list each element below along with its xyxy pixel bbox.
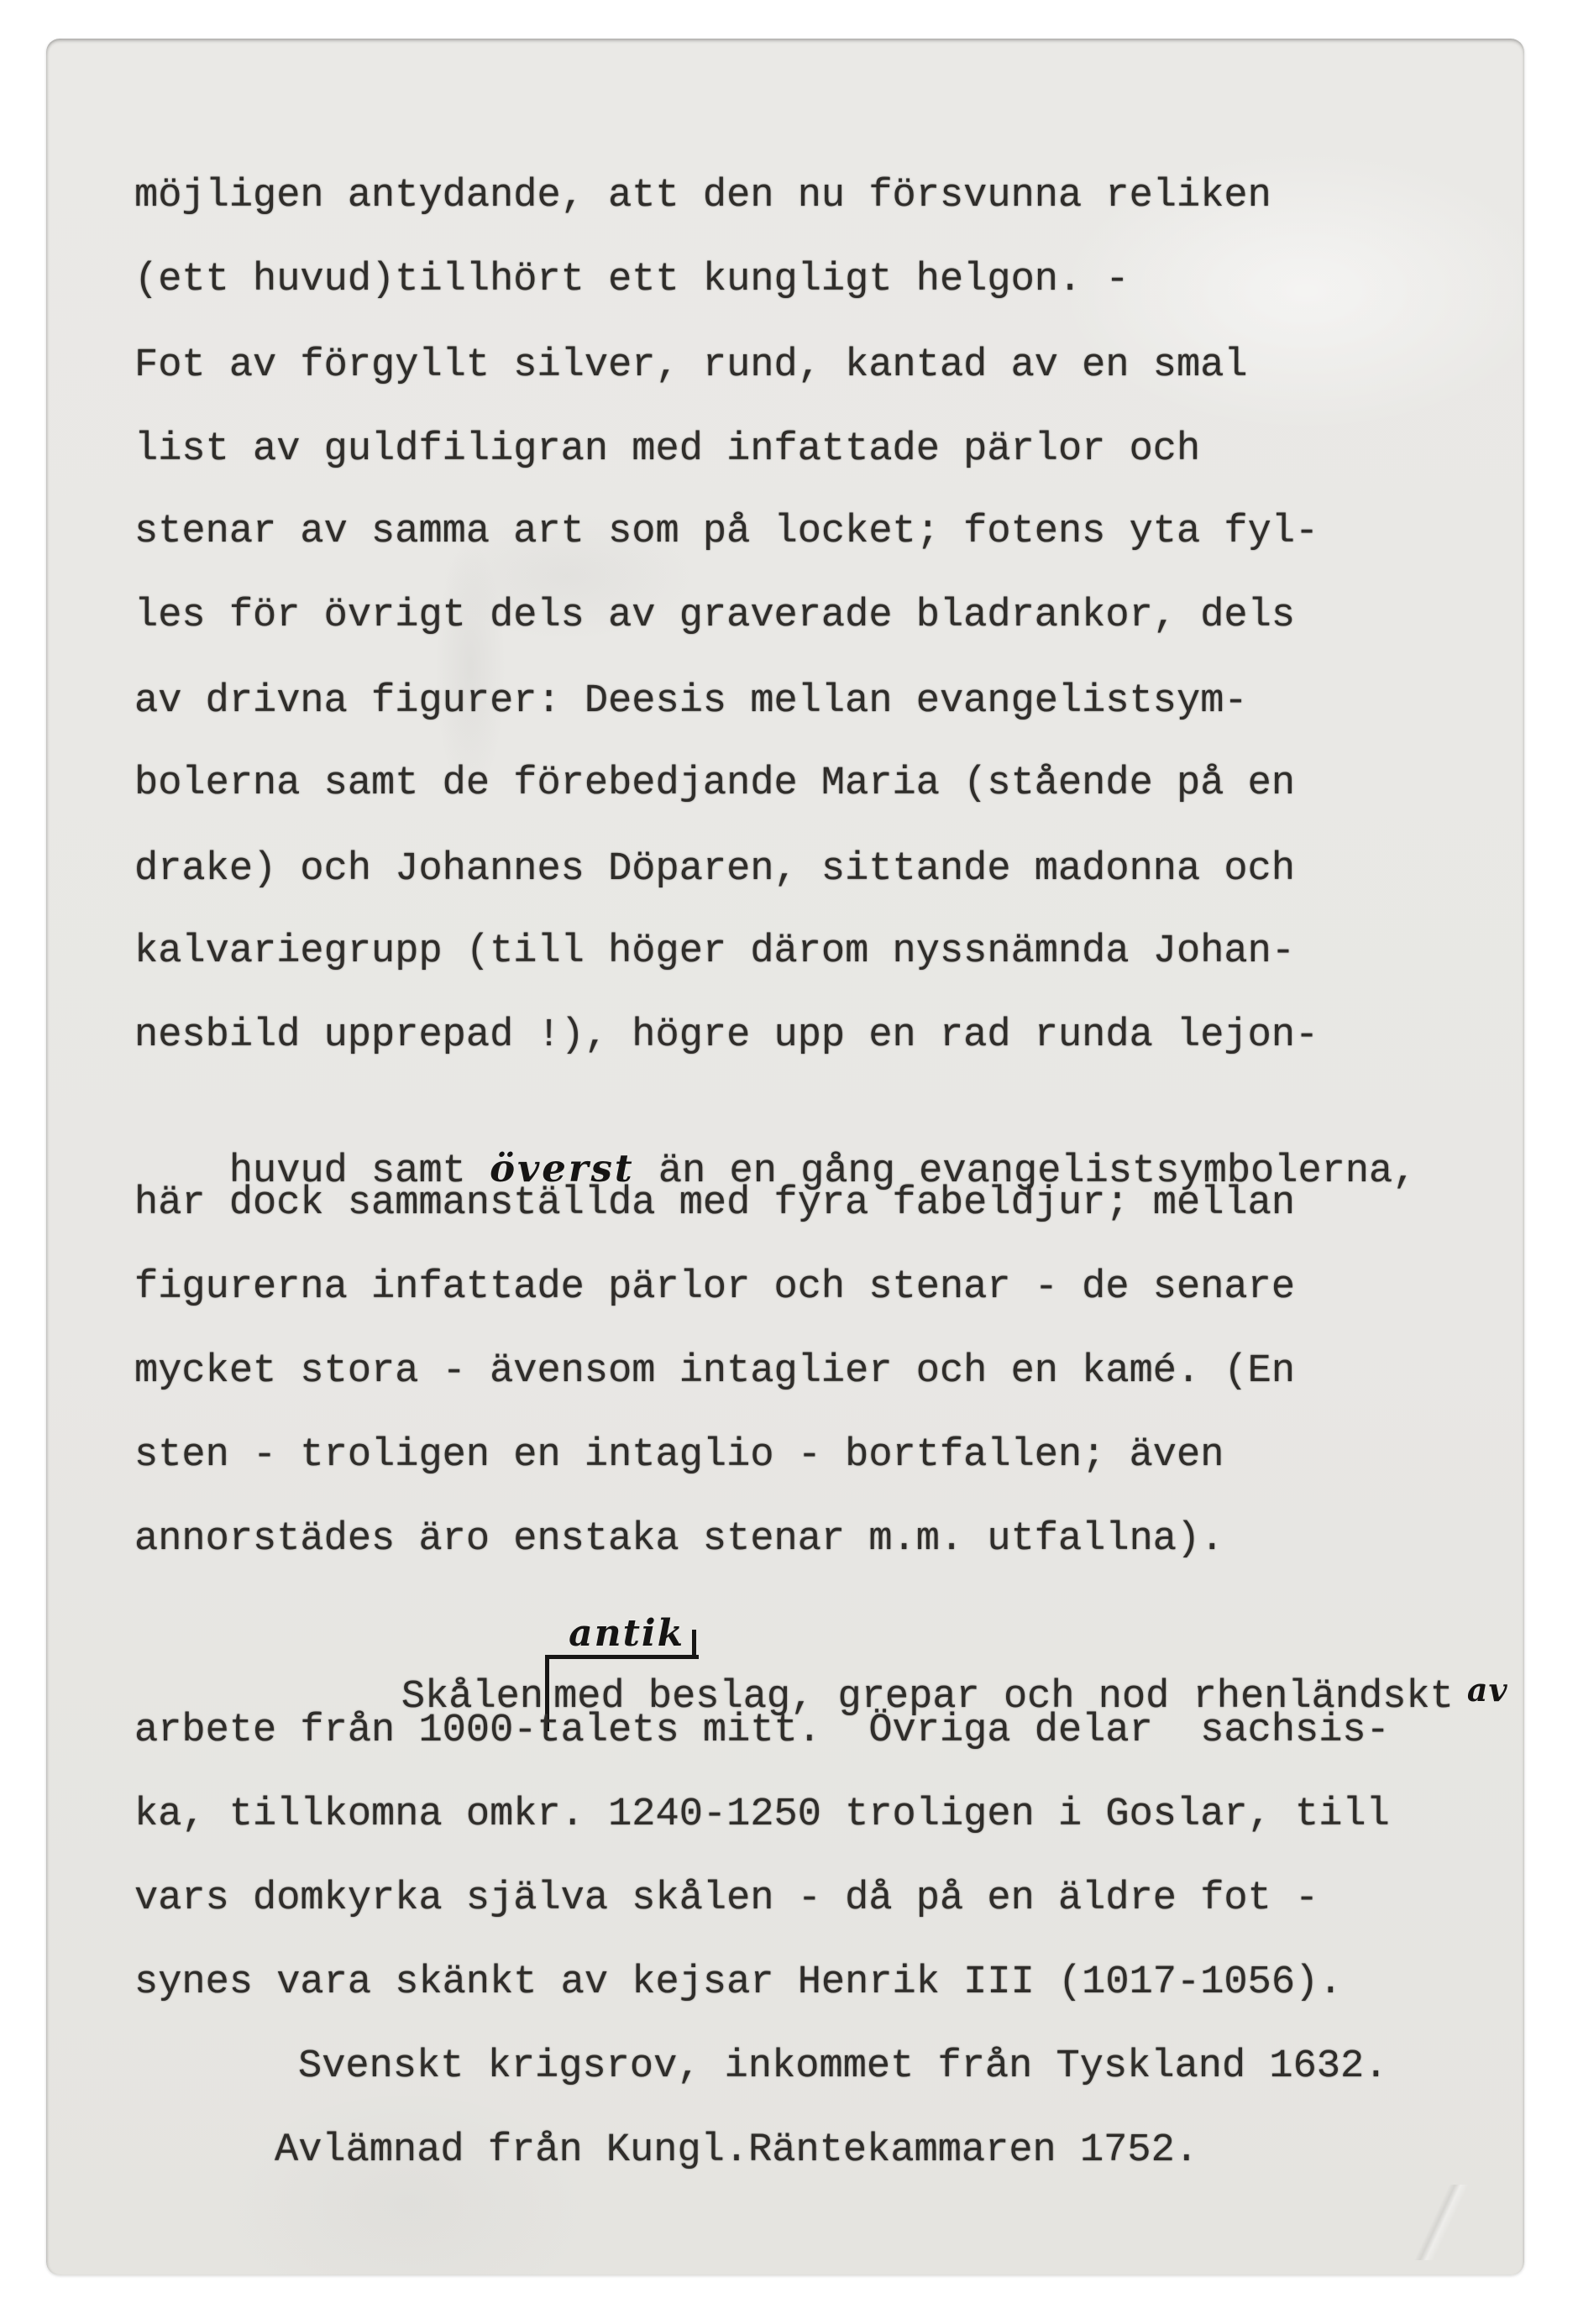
text-line: (ett huvud)tillhört ett kungligt helgon. - <box>134 258 1130 302</box>
text-line: av drivna figurer: Deesis mellan evangelistsym- <box>134 679 1248 724</box>
text-line: Svenskt krigsrov, inkommet från Tyskland 1632. <box>298 2044 1388 2089</box>
text-line: här dock sammanställda med fyra fabeldjur; mellan <box>134 1181 1296 1226</box>
text-line: les för övrigt dels av graverade bladrankor, dels <box>134 594 1296 638</box>
text-line: drake) och Johannes Döparen, sittande madonna och <box>134 847 1296 892</box>
document-page <box>46 39 1524 2275</box>
handwritten-word-overst: överst <box>490 1146 635 1191</box>
text-line: figurerna infattade pärlor och stenar - de senare <box>134 1265 1296 1310</box>
handwritten-word-antik: antik <box>569 1612 685 1655</box>
text-line: vars domkyrka själva skålen - då på en äldre fot - <box>134 1876 1319 1921</box>
text-line: ka, tillkomna omkr. 1240-1250 troligen i Goslar, till <box>134 1793 1390 1837</box>
text-line: mycket stora - ävensom intaglier och en kamé. (En <box>134 1349 1296 1394</box>
handwritten-word-av: av <box>1466 1671 1508 1709</box>
text-line: annorstädes äro enstaka stenar m.m. utfallna). <box>134 1517 1224 1562</box>
text-line: nesbild upprepad !), högre upp en rad runda lejon- <box>134 1013 1319 1058</box>
paper-crease <box>1360 2185 1519 2260</box>
typed-text: huvud samt <box>228 1149 490 1194</box>
text-line: arbete från 1000-talets mitt. Övriga delar sachsis- <box>134 1709 1390 1753</box>
text-line: synes vara skänkt av kejsar Henrik III (1017-1056). <box>134 1960 1343 2005</box>
typed-text: Skålen <box>401 1675 544 1719</box>
text-line: list av guldfiligran med infattade pärlor och <box>134 427 1201 472</box>
text-line: Fot av förgyllt silver, rund, kantad av en smal <box>134 343 1248 388</box>
text-line: stenar av samma art som på locket; fotens yta fyl- <box>134 510 1319 554</box>
text-line: kalvariegrupp (till höger därom nyssnämnda Johan- <box>134 929 1296 974</box>
insertion-tick <box>692 1630 696 1657</box>
text-line: bolerna samt de förebedjande Maria (stående på en <box>134 762 1296 806</box>
typed-text: än en gång evangelistsymbolerna, <box>634 1149 1417 1194</box>
text-line: sten - troligen en intaglio - bortfallen; även <box>134 1433 1224 1478</box>
text-line: Avlämnad från Kungl.Räntekammaren 1752. <box>275 2128 1198 2173</box>
text-line: möjligen antydande, att den nu försvunna reliken <box>134 174 1271 218</box>
typed-text: med beslag, grepar och nod rhenländskt <box>553 1675 1454 1719</box>
